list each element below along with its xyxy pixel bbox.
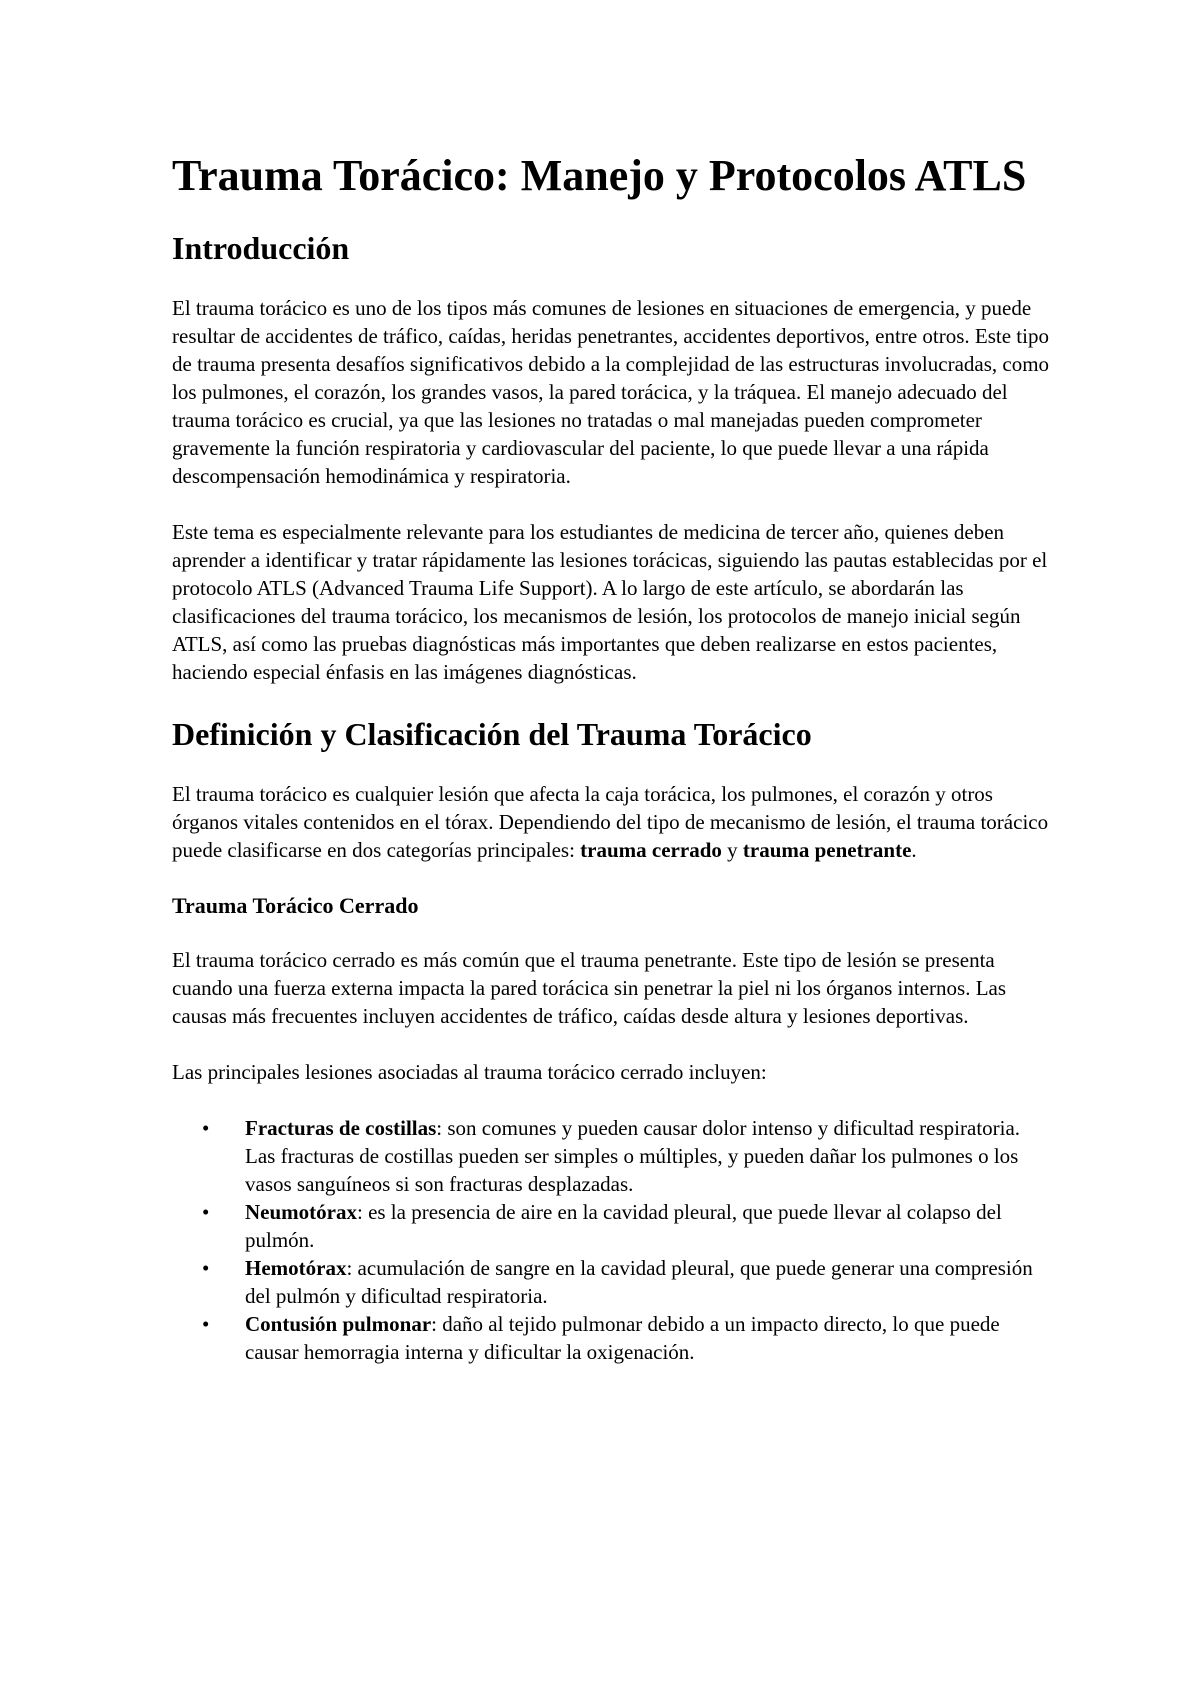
- definition-end: .: [911, 838, 917, 862]
- bullet-icon: •: [202, 1256, 210, 1280]
- section-heading-introduction: Introducción: [172, 230, 350, 266]
- bullet-icon: •: [202, 1312, 210, 1336]
- list-item-term: Neumotórax: [245, 1200, 357, 1224]
- term-trauma-penetrante: trauma penetrante: [742, 838, 912, 862]
- section-heading-definition: Definición y Clasificación del Trauma Torácico: [172, 716, 812, 752]
- list-item-term: Fracturas de costillas: [245, 1116, 437, 1140]
- list-item-term: Contusión pulmonar: [245, 1312, 432, 1336]
- document-title: Trauma Torácico: Manejo y Protocolos ATLS: [172, 151, 1027, 200]
- list-item: [172, 1198, 1052, 1254]
- closed-paragraph-1: El trauma torácico cerrado es más común que el trauma penetrante. Este tipo de lesión se presenta cuando una fuerza externa impacta la pared torácica sin penetrar la piel ni los órganos internos. Las causas más frecuentes incluyen accidentes de tráfico, caídas desde altura y lesiones deportivas.: [172, 948, 1007, 1028]
- list-item-desc: : son comunes y pueden causar dolor intenso y dificultad respiratoria. Las fracturas de costillas pueden ser simples o múltiples, y pueden dañar los pulmones o los vasos sanguíneos si son fracturas desplazadas.: [245, 1116, 1021, 1196]
- closed-paragraph-2: Las principales lesiones asociadas al trauma torácico cerrado incluyen:: [172, 1060, 767, 1084]
- bullet-icon: •: [202, 1200, 210, 1224]
- definition-connector: y: [721, 838, 743, 862]
- list-item: [172, 1310, 1052, 1366]
- list-item-desc: : daño al tejido pulmonar debido a un impacto directo, lo que puede causar hemorragia interna y dificultar la oxigenación.: [245, 1312, 1000, 1364]
- bullet-icon: •: [202, 1116, 210, 1140]
- list-item: [172, 1254, 1052, 1310]
- term-trauma-cerrado: trauma cerrado: [580, 838, 722, 862]
- injury-list: [172, 1114, 1052, 1366]
- list-item-desc: : acumulación de sangre en la cavidad pleural, que puede generar una compresión del pulmón y dificultad respiratoria.: [245, 1256, 1033, 1308]
- list-item-desc: : es la presencia de aire en la cavidad pleural, que puede llevar al colapso del pulmón.: [245, 1200, 1002, 1252]
- intro-paragraph-2: Este tema es especialmente relevante para los estudiantes de medicina de tercer año, quienes deben aprender a identificar y tratar rápidamente las lesiones torácicas, siguiendo las pautas establecidas por el protocolo ATLS (Advanced Trauma Life Support). A lo largo de este artículo, se abordarán las clasificaciones del trauma torácico, los mecanismos de lesión, los protocolos de manejo inicial según ATLS, así como las pruebas diagnósticas más importantes que deben realizarse en estos pacientes, haciendo especial énfasis en las imágenes diagnósticas.: [172, 520, 1048, 684]
- subsection-heading-closed-trauma: Trauma Torácico Cerrado: [172, 893, 419, 918]
- list-item: [172, 1114, 1052, 1198]
- list-item-term: Hemotórax: [245, 1256, 347, 1280]
- intro-paragraph-1: El trauma torácico es uno de los tipos más comunes de lesiones en situaciones de emergencia, y puede resultar de accidentes de tráfico, caídas, heridas penetrantes, accidentes deportivos, entre otros. Este tipo de trauma presenta desafíos significativos debido a la complejidad de las estructuras involucradas, como los pulmones, el corazón, los grandes vasos, la pared torácica, y la tráquea. El manejo adecuado del trauma torácico es crucial, ya que las lesiones no tratadas o mal manejadas pueden comprometer gravemente la función respiratoria y cardiovascular del paciente, lo que puede llevar a una rápida descompensación hemodinámica y respiratoria.: [172, 296, 1050, 488]
- definition-paragraph: [172, 780, 1052, 864]
- document-page: [172, 148, 1052, 1366]
- definition-text: El trauma torácico es cualquier lesión que afecta la caja torácica, los pulmones, el corazón y otros órganos vitales contenidos en el tórax. Dependiendo del tipo de mecanismo de lesión, el trauma torácico puede clasificarse en dos categorías principales:: [172, 782, 1049, 862]
